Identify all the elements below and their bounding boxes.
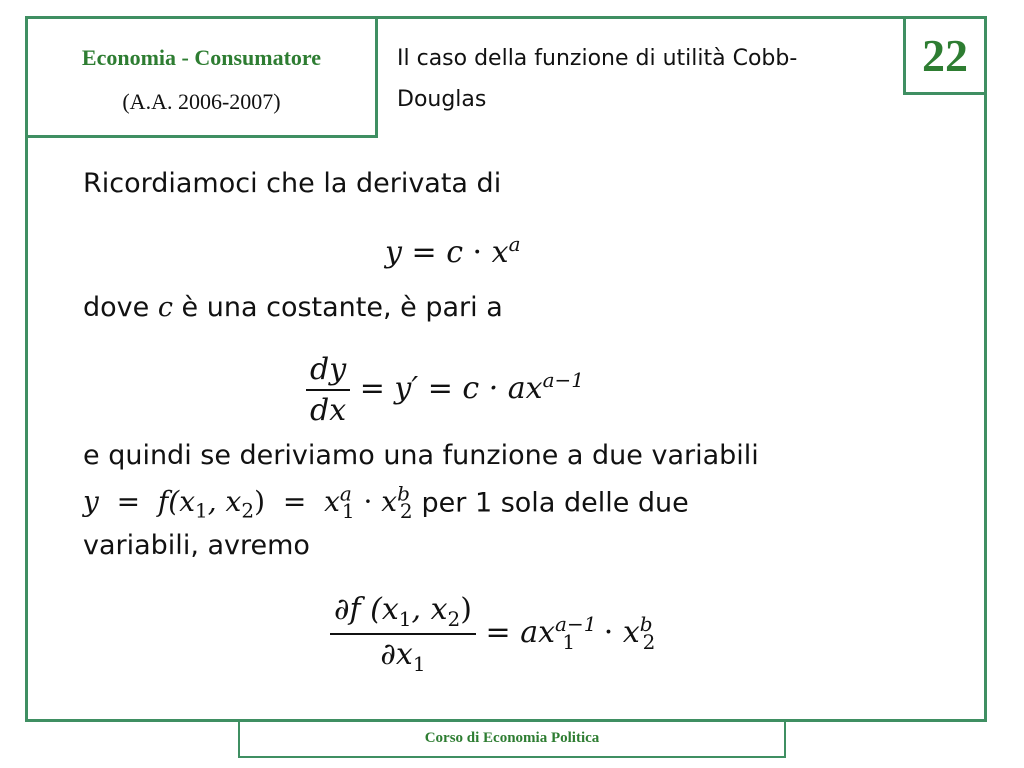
equation-2: $\frac{dy}{dx}$ = $y' = c \cdot ax^{a-1}$ [306, 352, 584, 428]
slide-title [397, 38, 902, 120]
fraction-dy-dx: $\frac{dy}{dx}$ [306, 352, 350, 428]
footer-label: Corso di Economia Politica [424, 730, 600, 746]
slide-title-line2: Douglas [397, 87, 487, 112]
text-line-1: Ricordiamoci che la derivata di [83, 168, 502, 199]
text-line-4: $y = f(x_1$, $x_2) = x^a_1 \cdot x^b_2$ per 1 sola delle due [83, 482, 689, 523]
equation-3: $\frac{\partial f (x_1, x_2)}{\partial x_1}$ = $ax^{a-1}_1$ · $x^b_2$ [330, 592, 655, 676]
page-number-box [903, 16, 987, 95]
text-line-2: dove c è una costante, è pari a [83, 292, 503, 323]
equation-1: $y = c \cdot x^a$ [385, 232, 521, 270]
fraction-partial: $\frac{\partial f (x_1, x_2)}{\partial x_1}$ [330, 592, 476, 676]
page-number: 22 [922, 30, 968, 81]
text-line-5: variabili, avremo [83, 530, 310, 561]
course-box [25, 16, 378, 138]
footer-box [238, 722, 786, 758]
slide-title-line1: Il caso della funzione di utilità Cobb- [397, 46, 798, 71]
course-name: Economia - Consumatore [81, 45, 322, 70]
text-line-3: e quindi se deriviamo una funzione a due variabili [83, 440, 759, 471]
academic-year: (A.A. 2006-2007) [122, 89, 281, 114]
